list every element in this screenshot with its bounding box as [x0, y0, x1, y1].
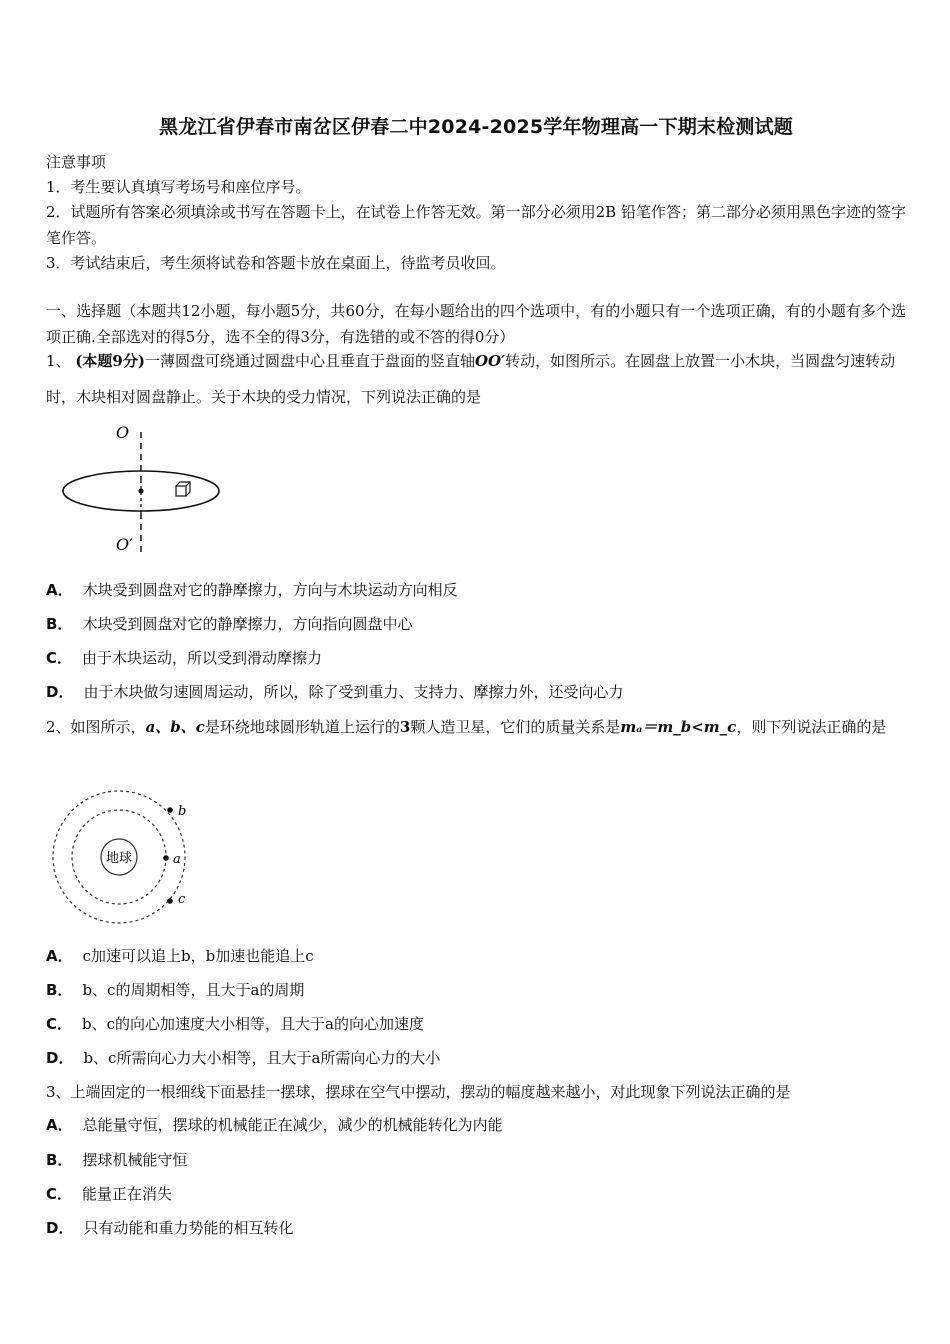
earth-label: 地球 [105, 851, 133, 866]
option-letter: B． [46, 1151, 73, 1169]
satellite-names: a、b、c [145, 718, 205, 736]
option-text: 由于木块运动，所以受到滑动摩擦力 [82, 649, 323, 667]
option-letter: C． [46, 1185, 73, 1203]
option-letter: A． [46, 947, 73, 965]
satellite-count: 3 [399, 718, 411, 736]
question-stem-part: 如图所示， [70, 718, 146, 736]
question-stem-part: 是环绕地球圆形轨道上运行的 [204, 718, 400, 736]
option-text: c加速可以追上b，b加速也能追上c [82, 947, 314, 965]
option-text: 只有动能和重力势能的相互转化 [83, 1219, 294, 1237]
q2-option-c[interactable] [46, 1013, 906, 1035]
question-stem: 上端固定的一根细线下面悬挂一摆球，摆球在空气中摆动，摆动的幅度越来越小，对此现象下列说法正确的是 [70, 1083, 791, 1101]
q3-option-b[interactable] [46, 1149, 906, 1171]
q2-option-a[interactable] [46, 945, 906, 967]
option-letter: D． [46, 683, 74, 701]
mass-relation: mₐ＝m_b<m_c [620, 718, 737, 736]
satellite-c-dot [167, 898, 173, 904]
q1-option-b[interactable] [46, 613, 906, 635]
q3-option-d[interactable] [46, 1217, 906, 1239]
disk-center-dot [138, 488, 143, 493]
axis-bottom-label: O′ [116, 535, 133, 554]
option-text: 木块受到圆盘对它的静摩擦力，方向与木块运动方向相反 [82, 581, 458, 599]
notice-item-2: 2．试题所有答案必须填涂或书写在答题卡上，在试卷上作答无效。第一部分必须用2B 铅笔作答；第二部分必须用黑色字迹的签字笔作答。 [46, 203, 906, 247]
question-stem-part: 一薄圆盘可绕通过圆盘中心且垂直于盘面的竖直轴 [144, 352, 475, 370]
option-text: 能量正在消失 [82, 1185, 173, 1203]
satellite-a-label: a [173, 852, 181, 867]
question-2-stem [46, 709, 906, 745]
question-tag: (本题9分) [75, 352, 145, 370]
axis-top-label: O [116, 423, 130, 442]
question-3-stem [46, 1081, 906, 1103]
axis-label: OO′ [474, 352, 506, 370]
option-text: b、c的周期相等，且大于a的周期 [82, 981, 305, 999]
q1-option-a[interactable] [46, 579, 906, 601]
q1-option-c[interactable] [46, 647, 906, 669]
option-letter: D． [46, 1219, 74, 1237]
satellite-b-dot [167, 807, 173, 813]
option-letter: B． [46, 981, 73, 999]
option-text: 总能量守恒，摆球的机械能正在减少，减少的机械能转化为内能 [82, 1116, 503, 1134]
option-letter: C． [46, 1015, 73, 1033]
option-text: 由于木块做匀速圆周运动，所以，除了受到重力、支持力、摩擦力外，还受向心力 [83, 683, 624, 701]
question-number: 1、 [46, 352, 71, 370]
option-text: b、c所需向心力大小相等，且大于a所需向心力的大小 [83, 1049, 441, 1067]
satellite-c-label: c [178, 892, 186, 907]
notice-item-1: 1．考生要认真填写考场号和座位序号。 [46, 178, 311, 196]
question-stem-part: 转动，如图所示。在圆盘上放置一小木块，当圆盘匀速转动时，木块相对圆盘静止。关于木块的受力情况，下列说法正确的是 [46, 352, 896, 406]
q1-option-d[interactable] [46, 681, 906, 703]
question-stem-part: 颗人造卫星，它们的质量关系是 [410, 718, 621, 736]
option-letter: A． [46, 581, 73, 599]
rotating-disk-figure [56, 418, 236, 563]
question-1-stem [46, 343, 906, 415]
option-letter: C． [46, 649, 73, 667]
wood-block-icon [176, 482, 190, 496]
q2-option-d[interactable] [46, 1047, 906, 1069]
notice-item-3: 3．考试结束后，考生须将试卷和答题卡放在桌面上，待监考员收回。 [46, 254, 506, 272]
question-number: 3、 [46, 1083, 71, 1101]
q3-option-a[interactable] [46, 1114, 906, 1136]
option-letter: B． [46, 615, 73, 633]
option-text: 摆球机械能守恒 [82, 1151, 188, 1169]
section-heading: 一、选择题（本题共12小题，每小题5分，共60分，在每小题给出的四个选项中，有的小题只有一个选项正确，有的小题有多个选项正确.全部选对的得5分，选不全的得3分，有选错的或不答的得0分） [46, 302, 906, 346]
satellite-b-label: b [178, 804, 187, 819]
question-number: 2、 [46, 718, 71, 736]
satellite-orbits-figure [48, 788, 238, 928]
notice-heading: 注意事项 [46, 153, 107, 171]
question-stem-part: ，则下列说法正确的是 [736, 718, 887, 736]
q3-option-c[interactable] [46, 1183, 906, 1205]
option-letter: A． [46, 1116, 73, 1134]
page-title: 黑龙江省伊春市南岔区伊春二中2024-2025学年物理高一下期末检测试题 [159, 116, 793, 138]
q2-option-b[interactable] [46, 979, 906, 1001]
option-letter: D． [46, 1049, 74, 1067]
option-text: 木块受到圆盘对它的静摩擦力，方向指向圆盘中心 [82, 615, 413, 633]
satellite-a-dot [163, 855, 169, 861]
option-text: b、c的向心加速度大小相等，且大于a的向心加速度 [82, 1015, 424, 1033]
